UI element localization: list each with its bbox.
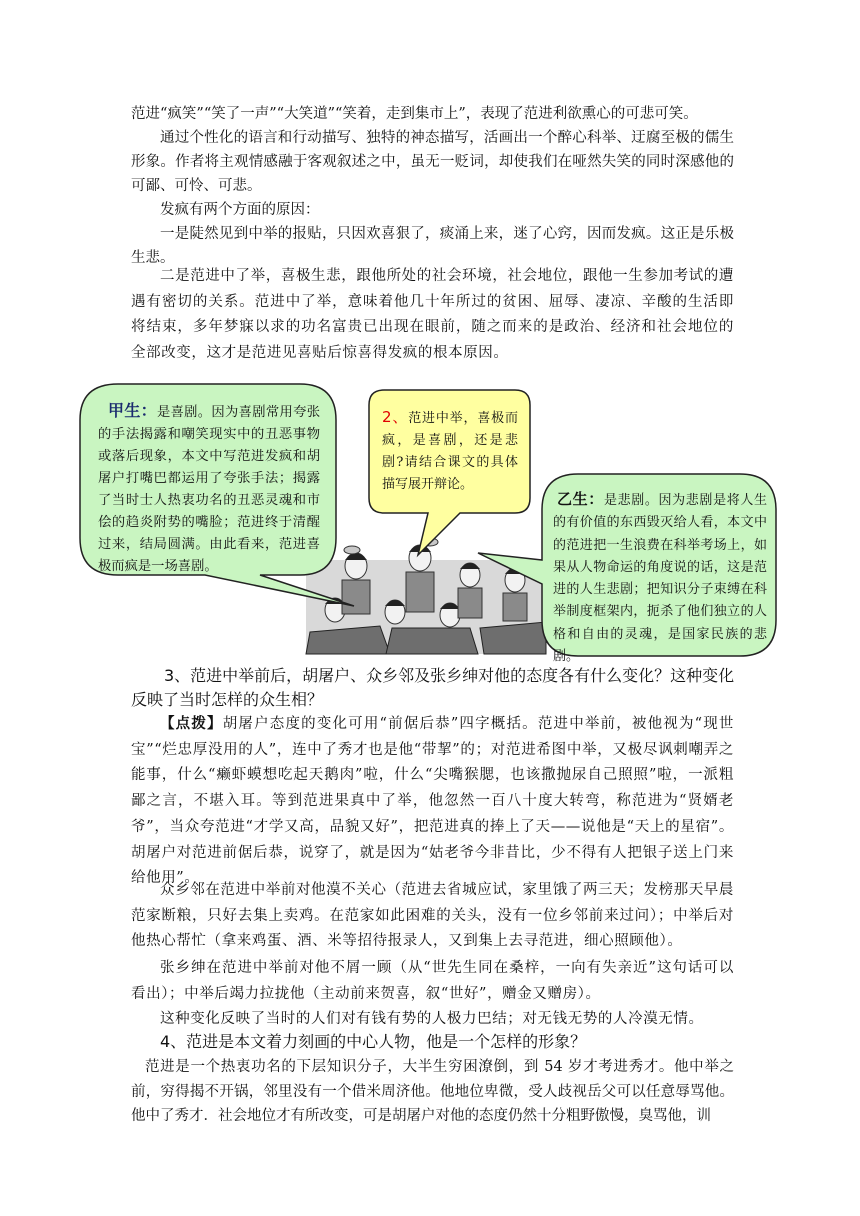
question-4-paragraph-text: 范进是一个热衷功名的下层知识分子，大半生穷困潦倒，到 54 岁才考进秀才。他中举之前，穷得揭不开锅，邻里没有一个借米周济他。他地位卑微，受人歧视岳父可以任意辱骂他。他中了秀才．社会地位才有所改变，可是胡屠户对他的态度仍然十分粗野傲慢，臭骂他，训 — [131, 1059, 734, 1124]
intro-paragraph-2-text: 通过个性化的语言和行动描写、独特的神态描写，活画出一个醉心科举、迂腐至极的儒生形象。作者将主观情感融于客观叙述之中，虽无一贬词，却使我们在哑然失笑的同时深感他的可鄙、可怜、可悲。 — [131, 130, 734, 194]
tip-paragraph — [131, 711, 734, 892]
intro-paragraph-1: 范进“疯笑”“笑了一声”“大笑道”“笑着，走到集市上”，表现了范进利欲熏心的可悲可笑。 — [131, 106, 698, 122]
question-4-paragraph — [131, 1055, 734, 1129]
intro-paragraph-2 — [131, 126, 734, 198]
question-4-heading — [131, 1030, 736, 1054]
yi-statement-text: 是悲剧。因为悲剧是将人生的有价值的东西毁灭给人看，本文中的范进把一生浪费在科举考场上，如果从人物命运的角度说的话，这是范进的人生悲剧；把知识分子束缚在科举制度框架内，扼杀了他们独立的人格和自由的灵魂，是国家民族的悲剧。 — [553, 493, 767, 665]
yi-statement — [553, 488, 767, 668]
summary-text: 这种变化反映了当时的人们对有钱有势的人极力巴结；对无钱无势的人冷漠无情。 — [160, 1011, 704, 1027]
neighbors-text: 众乡邻在范进中举前对他漠不关心（范进去省城应试，家里饿了两三天；发榜那天早晨范家断粮，只好去集上卖鸡。在范家如此困难的关头，没有一位乡邻前来过问）；中举后对他热心帮忙（拿来鸡蛋、酒、米等招待报录人，又到集上去寻范进，细心照顾他）。 — [131, 882, 734, 950]
tip-text: 胡屠户态度的变化可用“前倨后恭”四字概括。范进中举前，被他视为“现世宝”“烂忠厚没用的人”，连中了秀才也是他“带挈”的；对范进希图中举，又极尽讽刺嘲弄之能事，什么“癞虾蟆想吃起天鹅肉”啦，什么“尖嘴猴腮，也该撒抛尿自己照照”啦，一派粗鄙之言，不堪入耳。等到范进果真中了举，他忽然一百八十度大转弯，称范进为“贤婿老爷”，当众夸范进“才学又高，品貌又好”，把范进真的捧上了天——说他是“天上的星宿”。胡屠户对范进前倨后恭，说穿了，就是因为“姑老爷今非昔比，少不得有人把银子送上门来给他用”。 — [131, 716, 735, 887]
debate-question — [382, 406, 518, 496]
intro-paragraph-3 — [131, 198, 734, 222]
summary-paragraph — [131, 1007, 734, 1033]
intro-paragraph-4 — [131, 222, 734, 270]
gentry-paragraph — [131, 956, 734, 1007]
yi-speaker-label: 乙生： — [557, 490, 604, 508]
question-number: 2、 — [382, 408, 409, 426]
intro-paragraph-4-text: 一是陡然见到中举的报贴，只因欢喜狠了，痰涌上来，迷了心窍，因而发疯。这正是乐极生悲。 — [131, 226, 734, 266]
gentry-text: 张乡绅在范进中举前对他不屑一顾（从“世先生同在桑梓，一向有失亲近”这句话可以看出）；中举后竭力拉拢他（主动前来贺喜，叙“世好”，赠金又赠房）。 — [131, 960, 734, 1002]
question-4-heading-text: 4、范进是本文着力刻画的中心人物，他是一个怎样的形象？ — [160, 1032, 587, 1051]
jia-speaker-label: 甲生： — [108, 401, 157, 420]
intro-paragraph-3-text: 发疯有两个方面的原因： — [160, 202, 320, 218]
question-3-heading — [131, 664, 736, 712]
jia-statement — [98, 400, 320, 578]
neighbors-paragraph — [131, 878, 734, 955]
intro-paragraph-5-text: 二是范进中了举，喜极生悲，跟他所处的社会环境，社会地位，跟他一生参加考试的遭遇有密切的关系。范进中了举，意味着他几十年所过的贫困、屈辱、凄凉、辛酸的生活即将结束，多年梦寐以求的功名富贵已出现在眼前，随之而来的是政治、经济和社会地位的全部改变，这才是范进见喜贴后惊喜得发疯的根本原因。 — [131, 268, 734, 361]
debate-illustration — [0, 370, 860, 665]
intro-paragraph-5 — [131, 264, 734, 366]
tip-label: 【点拨】 — [160, 715, 223, 732]
classroom-cartoon-image — [306, 538, 546, 654]
question-3-heading-text: 3、范进中举前后，胡屠户、众乡邻及张乡绅对他的态度各有什么变化？这种变化反映了当时怎样的众生相？ — [131, 666, 735, 709]
jia-statement-text: 是喜剧。因为喜剧常用夸张的手法揭露和嘲笑现实中的丑恶事物或落后现象，本文中写范进发疯和胡屠户打嘴巴都运用了夸张手法；揭露了当时士人热衷功名的丑恶灵魂和市侩的趋炎附势的嘴脸；范进终于清醒过来，结局圆满。由此看来，范进喜极而疯是一场喜剧。 — [98, 405, 320, 574]
question-text: 范进中举，喜极而疯，是喜剧，还是悲剧?请结合课文的具体描写展开辩论。 — [382, 411, 518, 492]
